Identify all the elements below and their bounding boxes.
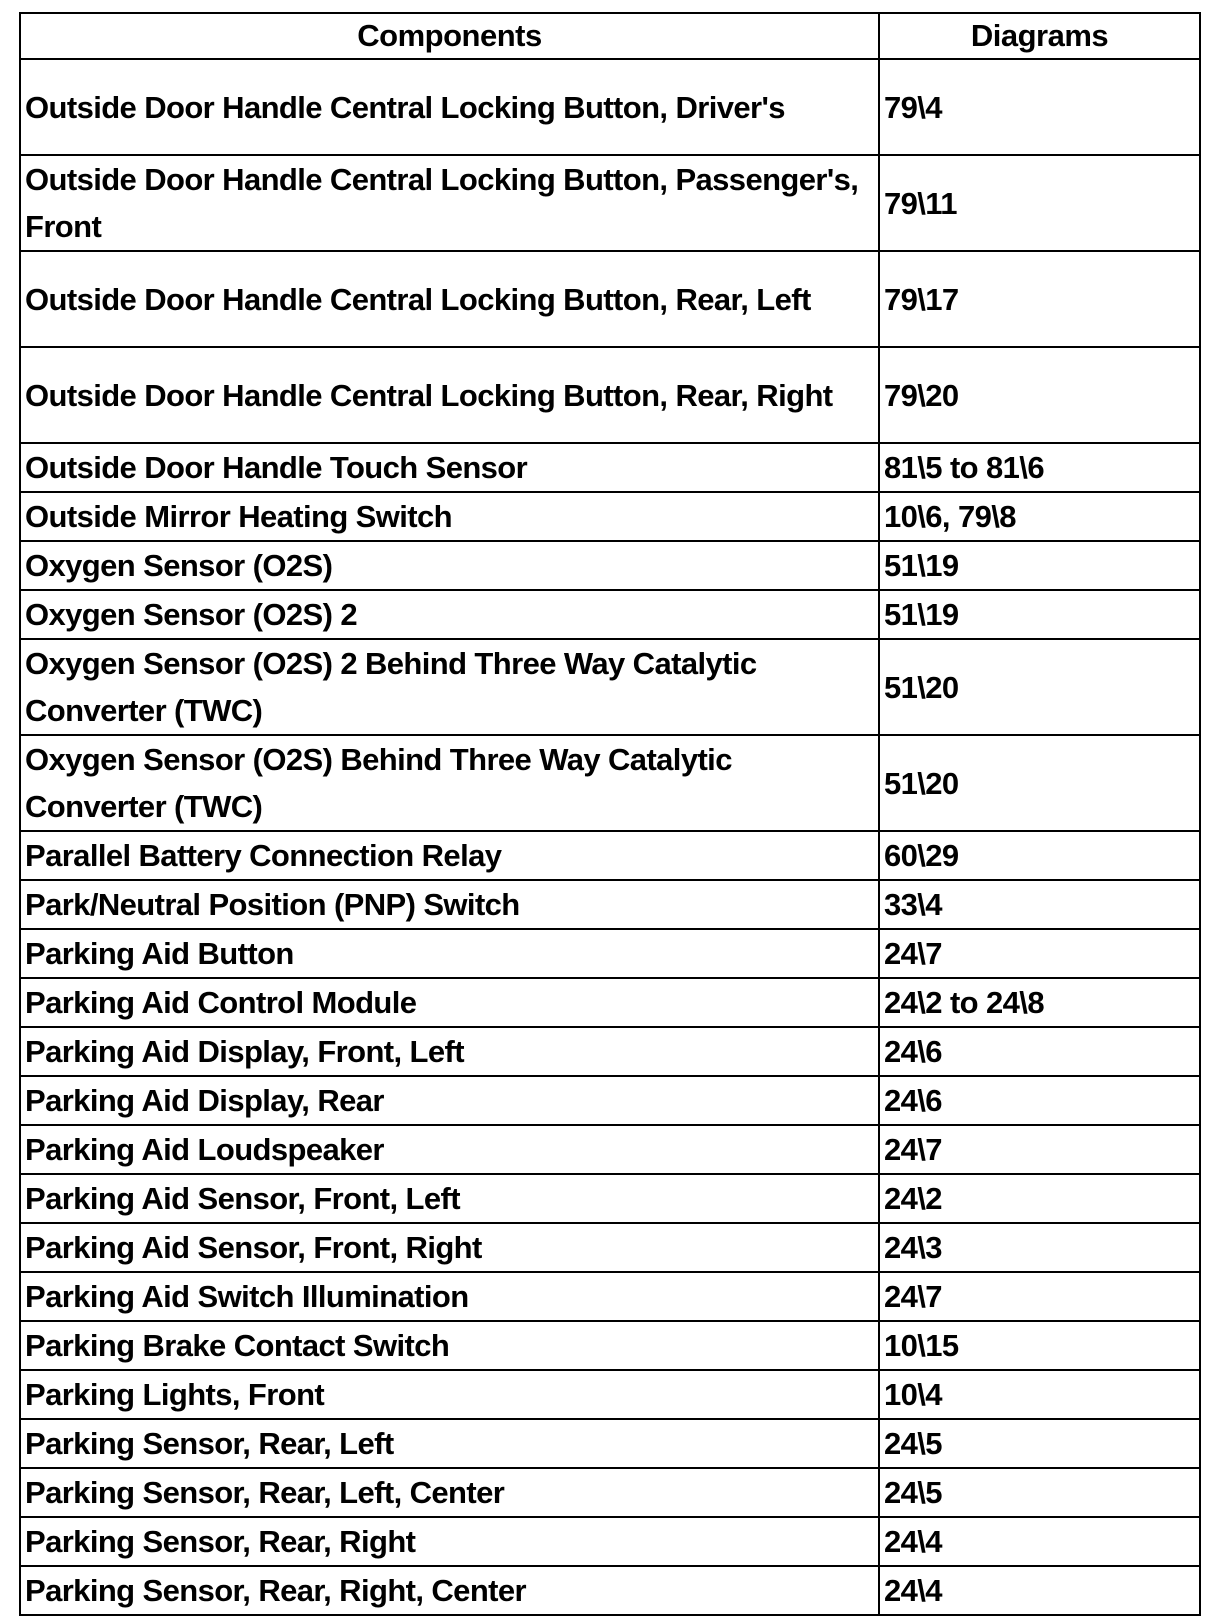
table-row <box>20 492 1200 541</box>
diagram-cell: 79\17 <box>879 251 1200 347</box>
component-cell: Oxygen Sensor (O2S) 2 <box>20 590 879 639</box>
component-cell: Oxygen Sensor (O2S) Behind Three Way Catalytic Converter (TWC) <box>20 735 879 831</box>
table-row <box>20 1027 1200 1076</box>
component-cell: Parking Aid Display, Rear <box>20 1076 879 1125</box>
diagram-cell: 24\6 <box>879 1076 1200 1125</box>
diagram-cell: 10\6, 79\8 <box>879 492 1200 541</box>
component-cell: Park/Neutral Position (PNP) Switch <box>20 880 879 929</box>
diagram-cell: 24\6 <box>879 1027 1200 1076</box>
diagram-cell: 24\7 <box>879 1125 1200 1174</box>
diagram-cell: 51\20 <box>879 735 1200 831</box>
component-cell: Parking Brake Contact Switch <box>20 1321 879 1370</box>
table-row <box>20 929 1200 978</box>
diagram-cell: 10\15 <box>879 1321 1200 1370</box>
table-body <box>20 59 1200 1615</box>
component-cell: Parking Aid Button <box>20 929 879 978</box>
table-row <box>20 1517 1200 1566</box>
component-cell: Parking Aid Loudspeaker <box>20 1125 879 1174</box>
diagram-cell: 79\11 <box>879 155 1200 251</box>
header-components: Components <box>20 13 879 59</box>
diagram-cell: 24\7 <box>879 1272 1200 1321</box>
components-table <box>19 12 1201 1616</box>
component-cell: Parking Aid Switch Illumination <box>20 1272 879 1321</box>
component-cell: Outside Door Handle Central Locking Button, Passenger's, Front <box>20 155 879 251</box>
table-row <box>20 59 1200 155</box>
component-cell: Oxygen Sensor (O2S) 2 Behind Three Way Catalytic Converter (TWC) <box>20 639 879 735</box>
diagram-cell: 51\19 <box>879 590 1200 639</box>
table-row <box>20 347 1200 443</box>
table-row <box>20 880 1200 929</box>
header-row <box>20 13 1200 59</box>
component-cell: Parking Aid Display, Front, Left <box>20 1027 879 1076</box>
table-row <box>20 541 1200 590</box>
table-row <box>20 1076 1200 1125</box>
table-row <box>20 1370 1200 1419</box>
table-row <box>20 1419 1200 1468</box>
table-row <box>20 155 1200 251</box>
diagram-cell: 24\4 <box>879 1566 1200 1615</box>
table-row <box>20 639 1200 735</box>
component-cell: Oxygen Sensor (O2S) <box>20 541 879 590</box>
table-row <box>20 831 1200 880</box>
component-cell: Parking Sensor, Rear, Left <box>20 1419 879 1468</box>
diagram-cell: 24\3 <box>879 1223 1200 1272</box>
table-row <box>20 590 1200 639</box>
diagram-cell: 81\5 to 81\6 <box>879 443 1200 492</box>
diagram-cell: 24\2 to 24\8 <box>879 978 1200 1027</box>
diagram-cell: 51\19 <box>879 541 1200 590</box>
table-row <box>20 1174 1200 1223</box>
diagram-cell: 60\29 <box>879 831 1200 880</box>
diagram-cell: 79\4 <box>879 59 1200 155</box>
component-cell: Parking Sensor, Rear, Left, Center <box>20 1468 879 1517</box>
table-row <box>20 1566 1200 1615</box>
diagram-cell: 10\4 <box>879 1370 1200 1419</box>
table-row <box>20 443 1200 492</box>
component-cell: Parking Aid Sensor, Front, Left <box>20 1174 879 1223</box>
table-row <box>20 735 1200 831</box>
component-cell: Outside Door Handle Central Locking Button, Rear, Left <box>20 251 879 347</box>
diagram-cell: 79\20 <box>879 347 1200 443</box>
header-diagrams: Diagrams <box>879 13 1200 59</box>
component-cell: Parking Aid Control Module <box>20 978 879 1027</box>
diagram-cell: 24\5 <box>879 1468 1200 1517</box>
table-row <box>20 1468 1200 1517</box>
table-row <box>20 978 1200 1027</box>
table-row <box>20 1272 1200 1321</box>
component-cell: Parking Aid Sensor, Front, Right <box>20 1223 879 1272</box>
diagram-cell: 51\20 <box>879 639 1200 735</box>
component-cell: Outside Mirror Heating Switch <box>20 492 879 541</box>
diagram-cell: 24\4 <box>879 1517 1200 1566</box>
table-row <box>20 251 1200 347</box>
component-cell: Outside Door Handle Central Locking Button, Driver's <box>20 59 879 155</box>
component-cell: Parking Lights, Front <box>20 1370 879 1419</box>
diagram-cell: 33\4 <box>879 880 1200 929</box>
diagram-cell: 24\5 <box>879 1419 1200 1468</box>
component-cell: Parking Sensor, Rear, Right, Center <box>20 1566 879 1615</box>
component-cell: Outside Door Handle Central Locking Button, Rear, Right <box>20 347 879 443</box>
component-cell: Outside Door Handle Touch Sensor <box>20 443 879 492</box>
table-row <box>20 1223 1200 1272</box>
diagram-cell: 24\7 <box>879 929 1200 978</box>
component-cell: Parallel Battery Connection Relay <box>20 831 879 880</box>
table-row <box>20 1125 1200 1174</box>
diagram-cell: 24\2 <box>879 1174 1200 1223</box>
table-row <box>20 1321 1200 1370</box>
component-cell: Parking Sensor, Rear, Right <box>20 1517 879 1566</box>
